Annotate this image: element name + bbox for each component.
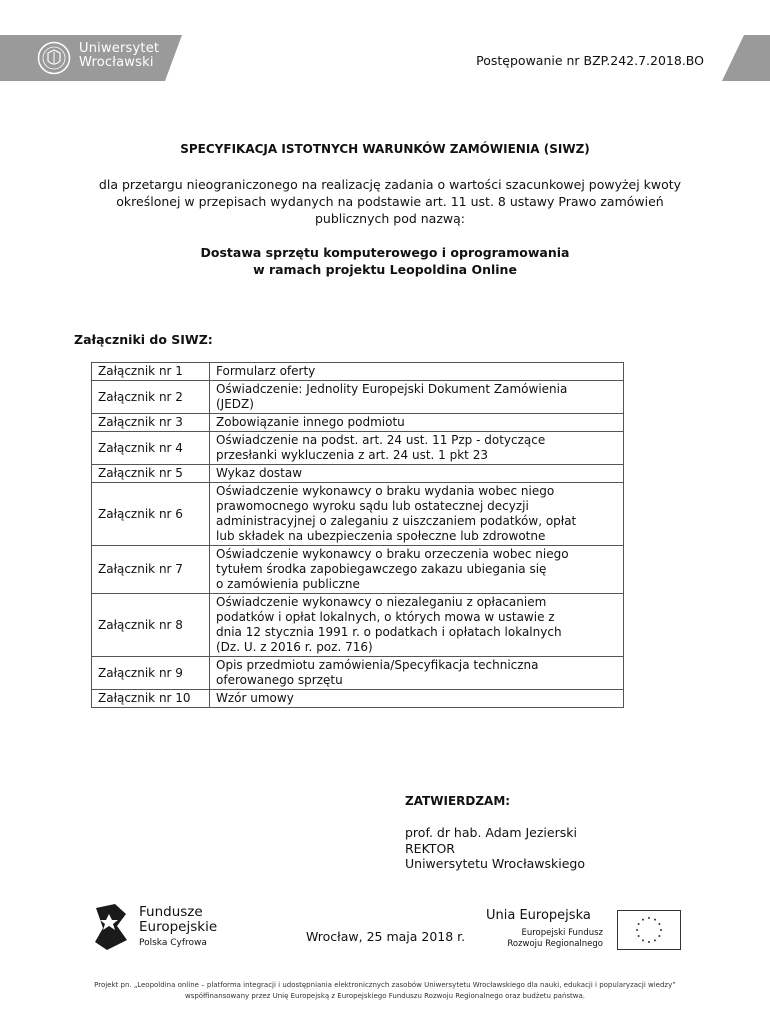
attachment-description — [210, 594, 624, 657]
attachment-description — [210, 363, 624, 381]
contract-subject — [0, 244, 770, 278]
attachment-number: Załącznik nr 3 — [92, 414, 210, 432]
document-title: SPECYFIKACJA ISTOTNYCH WARUNKÓW ZAMÓWIENIA (SIWZ) — [180, 142, 590, 156]
attachment-number: Załącznik nr 4 — [92, 432, 210, 465]
table-row — [92, 363, 624, 381]
eu-star-icon — [648, 917, 650, 919]
signer-position: REKTOR — [405, 840, 455, 856]
eu-fund-line-2: Rozwoju Regionalnego — [507, 939, 603, 949]
attachment-description — [210, 690, 624, 708]
table-row — [92, 657, 624, 690]
fundusze-europejskie-logo-icon — [93, 902, 129, 952]
attachment-description — [210, 483, 624, 546]
eu-fund-line-1: Europejski Fundusz — [521, 928, 603, 938]
attachments-heading: Załączniki do SIWZ: — [74, 332, 213, 347]
eu-star-icon — [638, 923, 640, 925]
attachment-number: Załącznik nr 7 — [92, 546, 210, 594]
attachment-description — [210, 546, 624, 594]
attachment-description-line: Wykaz dostaw — [216, 466, 303, 480]
procedure-reference: Postępowanie nr BZP.242.7.2018.BO — [476, 53, 704, 68]
attachments-table-body — [92, 363, 624, 708]
attachment-description-line: Oświadczenie wykonawcy o braku wydania wobec niego — [216, 484, 555, 498]
eu-flag-icon — [617, 910, 681, 950]
table-row — [92, 483, 624, 546]
signer-block — [405, 825, 585, 872]
attachment-description-line: Opis przedmiotu zamówienia/Specyfikacja techniczna — [216, 658, 539, 672]
attachments-table — [91, 362, 624, 708]
intro-line: publicznych pod nazwą: — [315, 211, 465, 226]
intro-paragraph — [80, 176, 700, 227]
signer-name: prof. dr hab. Adam Jezierski — [405, 825, 577, 840]
attachment-description-line: dnia 12 stycznia 1991 r. o podatkach i opłatach lokalnych — [216, 625, 562, 639]
subject-line: w ramach projektu Leopoldina Online — [253, 262, 517, 277]
eu-star-icon — [642, 939, 644, 941]
attachment-description-line: lub składek na ubezpieczenia społeczne lub zdrowotne — [216, 529, 546, 543]
eu-star-icon — [642, 919, 644, 921]
attachment-number: Załącznik nr 10 — [92, 690, 210, 708]
table-row — [92, 594, 624, 657]
attachment-description-line: Oświadczenie wykonawcy o niezaleganiu z opłacaniem — [216, 595, 547, 609]
footnote-line-1: Projekt pn. „Leopoldina online – platforma integracji i udostępniania elektronicznych zasobów Uniwersytetu Wrocławskiego dla nauki, edukacji i popularyzacji wiedzy” — [94, 981, 676, 989]
eu-star-icon — [660, 929, 662, 931]
eu-fund-name — [507, 928, 603, 950]
fe-program-name: Polska Cyfrowa — [139, 938, 207, 948]
fe-logo-text — [139, 905, 217, 935]
eu-star-icon — [636, 929, 638, 931]
attachment-description-line: podatków i opłat lokalnych, o których mowa w ustawie z — [216, 610, 555, 624]
table-row — [92, 546, 624, 594]
attachment-description-line: (Dz. U. z 2016 r. poz. 716) — [216, 640, 373, 654]
table-row — [92, 414, 624, 432]
table-row — [92, 432, 624, 465]
intro-line: określonej w przepisach wydanych na podstawie art. 11 ust. 8 ustawy Prawo zamówień — [116, 194, 664, 209]
subject-line: Dostawa sprzętu komputerowego i oprogramowania — [200, 245, 570, 260]
attachment-number: Załącznik nr 1 — [92, 363, 210, 381]
attachment-description — [210, 465, 624, 483]
attachment-description-line: Formularz oferty — [216, 364, 316, 378]
table-row — [92, 381, 624, 414]
attachment-number: Załącznik nr 9 — [92, 657, 210, 690]
eu-star-icon — [654, 919, 656, 921]
signer-institution: Uniwersytetu Wrocławskiego — [405, 856, 586, 871]
attachment-description-line: administracyjnej o zaleganiu z uiszczaniem podatków, opłat — [216, 514, 577, 528]
attachment-description — [210, 414, 624, 432]
fe-line-1: Fundusze — [139, 904, 203, 920]
attachment-number: Załącznik nr 5 — [92, 465, 210, 483]
attachment-description-line: tytułem środka zapobiegawczego zakazu ubiegania się — [216, 562, 547, 576]
intro-line: dla przetargu nieograniczonego na realizację zadania o wartości szacunkowej powyżej kwoty — [98, 177, 682, 192]
logo-line-1: Uniwersytet — [79, 41, 160, 56]
attachment-description-line: Wzór umowy — [216, 691, 294, 705]
attachment-description-line: oferowanego sprzętu — [216, 673, 343, 687]
table-row — [92, 465, 624, 483]
table-row — [92, 690, 624, 708]
eu-logo-title: Unia Europejska — [486, 908, 591, 923]
attachment-description-line: prawomocnego wyroku sądu lub ostatecznej decyzji — [216, 499, 529, 513]
attachment-description-line: (JEDZ) — [216, 397, 254, 411]
eu-star-icon — [638, 935, 640, 937]
attachment-description-line: Oświadczenie na podst. art. 24 ust. 11 Pzp - dotyczące — [216, 433, 546, 447]
attachment-description-line: Zobowiązanie innego podmiotu — [216, 415, 405, 429]
attachment-description — [210, 432, 624, 465]
attachment-number: Załącznik nr 8 — [92, 594, 210, 657]
logo-line-2: Wrocławski — [79, 55, 154, 70]
header-right-band — [722, 35, 770, 81]
attachment-description-line: Oświadczenie: Jednolity Europejski Dokument Zamówienia — [216, 382, 568, 396]
project-footnote — [0, 980, 770, 1002]
university-logo-text — [79, 42, 159, 70]
attachment-number: Załącznik nr 2 — [92, 381, 210, 414]
approval-label: ZATWIERDZAM: — [405, 794, 511, 808]
attachment-description — [210, 657, 624, 690]
eu-star-icon — [658, 923, 660, 925]
place-and-date: Wrocław, 25 maja 2018 r. — [306, 929, 466, 944]
eu-star-icon — [648, 941, 650, 943]
attachment-description-line: przesłanki wykluczenia z art. 24 ust. 1 pkt 23 — [216, 448, 488, 462]
attachment-description-line: Oświadczenie wykonawcy o braku orzeczenia wobec niego — [216, 547, 569, 561]
fe-line-2: Europejskie — [139, 919, 218, 935]
eu-star-icon — [654, 939, 656, 941]
attachment-description-line: o zamówienia publiczne — [216, 577, 360, 591]
eu-star-icon — [658, 935, 660, 937]
attachment-description — [210, 381, 624, 414]
university-seal-icon — [37, 41, 71, 75]
attachment-number: Załącznik nr 6 — [92, 483, 210, 546]
footnote-line-2: współfinansowany przez Unię Europejską z Europejskiego Funduszu Rozwoju Regionalnego oraz budżetu państwa. — [184, 992, 586, 1000]
